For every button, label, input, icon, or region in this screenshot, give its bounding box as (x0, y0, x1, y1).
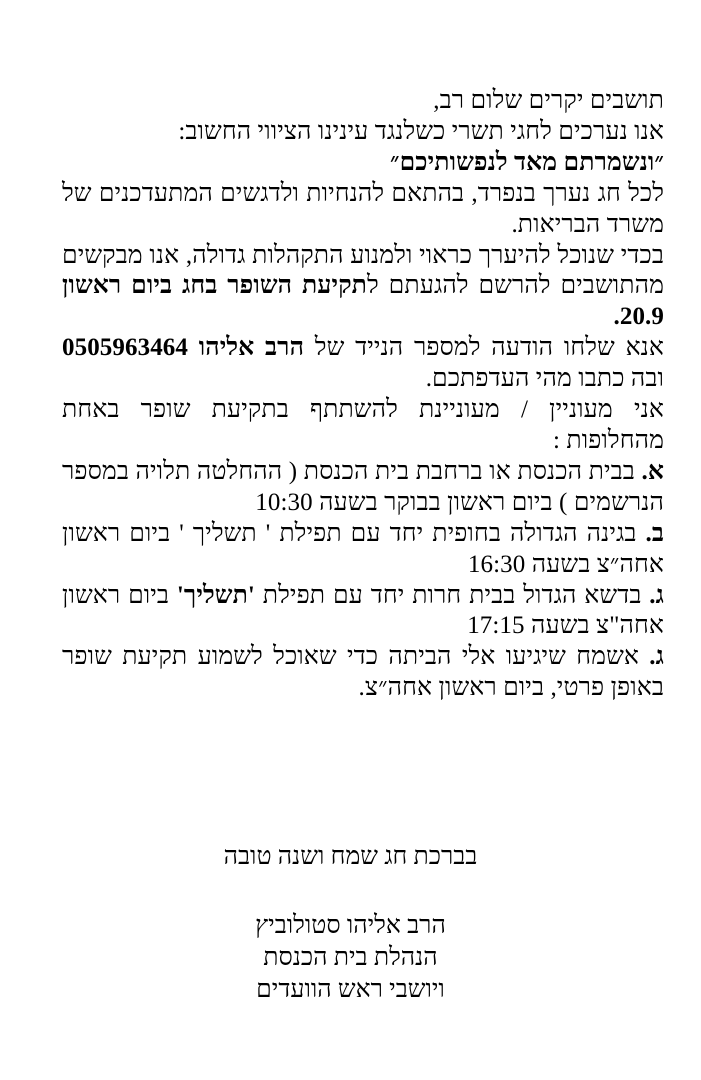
quote-text: ״ונשמרתם מאד לנפשותיכם״ (389, 148, 664, 176)
signature-line: הנהלת בית הכנסת (263, 944, 438, 971)
quote-line (62, 148, 664, 179)
phone-number: 0505963464 (62, 334, 188, 362)
register-text: בכדי שנוכל להיערך כראוי ולמנוע התקהלות גדולה, אנו מבקשים מהתושבים להרשם להגעתם ל (62, 241, 664, 300)
sms-text-2: ובה כתבו מהי העדפתכם. (425, 365, 664, 393)
intro-line: אנו נערכים לחגי תשרי כשלנגד עינינו הציווי החשוב: (178, 117, 664, 145)
rabbi-name: הרב אליהו (198, 334, 305, 362)
option-letter: ב. (645, 519, 664, 547)
blessing-line: בברכת חג שמח ושנה טובה (223, 843, 478, 870)
option-text: בדשא הגדול בבית חרות יחד עם תפילת (254, 581, 650, 609)
sms-text-1: אנא שלחו הודעה למספר הנייד של (304, 334, 664, 362)
option-text: בגינה הגדולה בחופית יחד עם תפילת ' תשליך ' ביום ראשון אחה״צ בשעה 16:30 (62, 519, 664, 578)
option-bold: 'תשליך' (176, 581, 255, 609)
register-bold: תקיעת השופר בחג ביום ראשון 20.9. (62, 272, 664, 331)
option-item (62, 519, 664, 581)
sms-paragraph (62, 333, 664, 395)
blessing-block (0, 842, 701, 873)
option-letter: א. (641, 457, 664, 485)
interest-paragraph: אני מעוניין / מעוניינת להשתתף בתקיעת שופר באחת מהחלופות : (62, 396, 664, 454)
option-letter: ג. (649, 581, 664, 609)
greeting: תושבים יקרים שלום רב, (433, 87, 664, 114)
option-letter: ג. (649, 643, 664, 671)
option-text: בבית הכנסת או ברחבת בית הכנסת ( ההחלטה תלויה במספר הנרשמים ) ביום ראשון בבוקר בשעה 10:30 (62, 457, 664, 516)
register-paragraph (62, 241, 664, 334)
signature-line: ויושבי ראש הוועדים (256, 976, 445, 1003)
holiday-paragraph: לכל חג נערך בנפרד, בהתאם להנחיות ולדגשים המתעדכנים של משרד הבריאות. (62, 179, 664, 238)
option-item (62, 581, 664, 643)
letter-body (62, 86, 664, 704)
signature-line: הרב אליהו סטולוביץ (255, 912, 446, 939)
option-item (62, 642, 664, 704)
option-text-2: ביום ראשון אחה"צ בשעה 17:15 (62, 581, 664, 640)
option-item (62, 457, 664, 519)
option-text: אשמח שיגיעו אלי הביתה כדי שאוכל לשמוע תקיעת שופר באופן פרטי, ביום ראשון אחה״צ. (62, 643, 664, 702)
signature-block (0, 910, 701, 1006)
